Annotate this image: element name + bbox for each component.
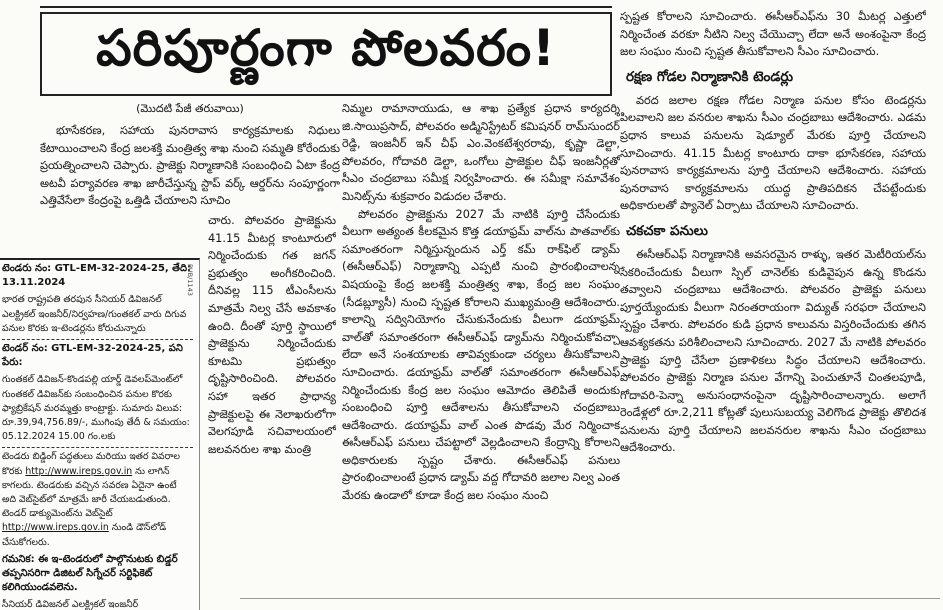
column-1 xyxy=(40,100,340,212)
col1b-paragraph: చారు. పోలవరం ప్రాజెక్టును 41.15 మీటర్ల కాంటూరులో నిర్మించేందుకు గత జగన్ ప్రభుత్వం అంగీకరించింది. దీనివల్ల 115 టీఎంసీలను మాత్రమే నిల్వ చేసే అవకాశం ఉంది. దీంతో పూర్తి స్థాయిలో ప్రాజెక్టును నిర్మించేందుకు కూటమి ప్రభుత్వం దృష్టిసారించింది. పోలవరం సహా ఇతర ప్రాధాన్య ప్రాజెక్టులపై ఈ నెలాఖరులోగా వెలగపూడి సచివాలయంలో జలవనరుల శాఖ మంత్రి xyxy=(208,214,336,456)
ad-divider xyxy=(2,339,193,340)
headline: పరిపూర్ణంగా పోలవరం! xyxy=(40,12,612,96)
col2-paragraph-2: పోలవరం ప్రాజెక్టును 2027 మే నాటికి పూర్తి చేసేందుకు వీలుగా అత్యంత కీలకమైన కొత్త డయాఫ్రమ్ వాల్‌ను పాతవాల్‌కు సమాంతరంగా నిర్మిస్తున్నందున ఎర్త్ కమ్ రాక్‌ఫిల్ డ్యామ్ (ఈసీఆర్‌ఎఫ్) నిర్మాణాన్ని ఎప్పటి నుంచి ప్రారంభించాలన్న విషయంపై కేంద్ర జలశక్తి మంత్రిత్వ శాఖ, కేంద్ర జల సంఘం (సీడబ్ల్యూసీ) నుంచి స్పష్టత కోరాలని ముఖ్యమంత్రి ఆదేశించారు. కాలాన్ని సద్వినియోగం చేసుకునేందుకు వీలుగా డయాఫ్రమ్ వాల్‌తో సమాంతరంగా ఈసీఆర్‌ఎఫ్ డ్యామ్‌ను నిర్మించుకోవచ్చా లేదా అనే సంశయాలకు తావివ్వకుండా చర్యలు తీసుకోవాలని సూచించారు. డయాఫ్రమ్ వాల్‌తో సమాంతరంగా ఈసీఆర్‌ఎఫ్ నిర్మించేందుకు కేంద్ర జల సంఘం ఆమోదం తెలిపితే అందుకు సంబంధించి పూర్తి ఆదేశాలను తీసుకోవాలని చంద్రబాబు ఆదేశించారు. డయాఫ్రమ్ వాల్ ఎంత పొడవు మేర నిర్మించాక ఈసీఆర్‌ఎఫ్ పనులు చేపట్టాలో వెల్లడించాలని కేంద్రాన్ని కోరాలని అధికారులకు స్పష్టం చేశారు. ఈసీఆర్‌ఎఫ్ పనులు ప్రారంభించాలంటే ప్రధాన డ్యామ్ వద్ద గోదావరి జలాల నిల్వ ఎంత మేరకు ఉండాలో కూడా కేంద్ర జల సంఘం నుంచి xyxy=(342,207,620,503)
ireps-link-2[interactable]: http://www.ireps.gov.in xyxy=(2,522,109,534)
ireps-link[interactable]: http://www.ireps.gov.in xyxy=(25,465,133,477)
ad-note: గమనిక: ఈ ఇ-టెండరులో పాల్గొనుటకు బిడ్డర్ తప్పనిసరిగా డిజిటల్ సిగ్నేచర్ సర్టిఫికెట్ కలిగియుండవలెను. xyxy=(2,553,178,594)
col2-paragraph-1: నిమ్మల రామానాయుడు, ఆ శాఖ ప్రత్యేక ప్రధాన కార్యదర్శి జి.సాయిప్రసాద్, పోలవరం అడ్మినిస్ట్రేటర్ కమిషనర్ రామ్‌సుందర్ రెడ్డి, ఇంజనీర్ ఇన్ చీఫ్ ఎం.వెంకటేశ్వరరావు, కృష్ణా డెల్టా, పోలవరం, గోదావరి డెల్టా, ఒంగోలు ప్రాజెక్టుల చీఫ్ ఇంజనీర్లతో సీఎం చంద్రబాబు సమీక్ష నిర్వహించారు. ఈ సమీక్షా సమావేశం మినిట్స్‌ను శుక్రవారం విడుదల చేశారు. xyxy=(342,102,620,203)
tender-number: టెండరు నం: GTL-EM-32-2024-25, తేది: 13.11.2024 xyxy=(2,263,192,289)
col1-paragraph: భూసేకరణ, సహాయ పునరావాస కార్యక్రమాలకు నిధులు కేటాయించాలని కేంద్ర జలశక్తి మంత్రిత్వ శాఖ నుంచి సమ్మతి కోరేందుకు ప్రయత్నించాలని చెప్పారు. ప్రాజెక్టు నిర్మాణానికి సంబంధించి ఏటా కేంద్ర అటవీ పర్యావరణ శాఖ జారీచేస్తున్న స్టాప్ వర్క్ ఆర్డర్‌ను సంపూర్ణంగా ఎత్తివేసేలా కేంద్రంపై ఒత్తిడి చేయాలని సూచిం xyxy=(40,124,340,208)
ad-body-1: భారత రాష్ట్రపతి తరపున సీనియర్ డివిజనల్ ఎలక్ట్రికల్ ఇంజనీర్/నిర్వహణ/గుంతకల్ వారు దిగువ పనుల కొరకు ఇ-టెండర్లను కోరుచున్నారు xyxy=(2,294,187,334)
ad-body-3: టెండరు బిడ్డింగ్ పద్ధతులు మరియు ఇతర వివరాల కొరకు http://www.ireps.gov.in ను లాగిన్ కాగలరు. టెండరుకు వచ్చిన సవరణ ఏదైనా ఉంటే అది వెబ్‌సైట్‌లో మాత్రమే జారీ చేయబడుతుంది. టెండర్ డాక్యుమెంట్‌ను వెబ్‌సైట్ http://www.ireps.gov.in నుండి డౌన్‌లోడ్ చేసుకోగలరు. xyxy=(2,451,180,548)
col3-paragraph-1: స్పష్టత కోరాలని సూచించారు. ఈసీఆర్‌ఎఫ్‌ను 30 మీటర్ల ఎత్తులో నిర్మించేంత వరకూ నీటిని నిల్వ చేయొచ్చా లేదా అనే అంశంపైనా కేంద్ర జల సంఘం నుంచి స్పష్టత తీసుకోవాలని సీఎం సూచించారు. xyxy=(620,10,926,59)
bottom-rule xyxy=(240,598,940,599)
ad-signature: సీనియర్ డివిజనల్ ఎలక్ట్రికల్ ఇంజనీర్ xyxy=(2,599,139,610)
top-rule xyxy=(40,6,612,8)
ad-body-2: గుంతకల్ డివిజన్-కొండపల్లి యార్డ్ డెవలప్‌మెంట్‌లో గుంతకల్ డివిజన్‌కు సంబంధించిన పనుల కొరకు ఫ్యాబ్రికేషన్ మరమ్మత్తు కాంట్రాక్టు. సుమారు విలువ: రూ.39,94,756.89/-, ముగింపు తేదీ & సమయం: 05.12.2024 15.00 గం.లకు xyxy=(2,374,190,443)
column-1-narrow xyxy=(208,212,336,610)
tender-advertisement xyxy=(0,258,200,610)
subheading-protection-walls: రక్షణ గోడల నిర్మాణానికి టెండర్లు xyxy=(626,68,794,85)
col3-paragraph-2: వరద జలాల రక్షణ గోడల నిర్మాణ పనుల కోసం టెండర్లను పిలవాలని జల వనరుల శాఖను సీఎం చంద్రబాబు ఆదేశించారు. ఎడమ ప్రధాన కాలువ పనులను షెడ్యూల్ మేరకు పూర్తి చేయాలని సూచించారు. 41.15 మీటర్ల కాంటూరు దాకా భూసేకరణ, సహాయ పునరావాస కార్యక్రమాలను పూర్తి చేయాలని ఆదేశించారు. సహాయ పునరావాస కార్యక్రమాలను యుద్ధ ప్రాతిపదికన చేపట్టేందుకు అధికారులతో ప్యానెల్ ఏర్పాటు చేయాలని సూచించారు. xyxy=(620,93,926,213)
column-2 xyxy=(342,100,620,610)
ad-side-code: PUB/1143 xyxy=(186,264,194,296)
subheading-fast-works: చకచకా పనులు xyxy=(626,222,708,239)
col3-paragraph-3: ఈసీఆర్‌ఎఫ్ నిర్మాణానికి అవసరమైన రాళ్ళు, ఇతర మెటీరియల్‌ను సేకరించేందుకు వీలుగా స్పిల్ చానెల్‌కు కుడివైపున ఉన్న కొండను తవ్వాలని చంద్రబాబు ఆదేశించారు. పోలవరం ప్రాజెక్టు పనులు పూర్తయ్యేందుకు వీలుగా నిరంతరాయంగా విద్యుత్ సరఫరా చేయాలని స్పష్టం చేశారు. పోలవరం కుడి ప్రధాన కాలువను విస్తరించేందుకు తగిన ఆవశ్యకతను పరిశీలించాలని సూచించారు. 2027 మే నాటికి పోలవరం ప్రాజెక్టు పూర్తి చేసేలా ప్రణాళికలు సిద్ధం చేయాలని ఆదేశించారు. పోలవరం ప్రాజెక్టు నిర్మాణ పనుల వేగాన్ని పెంచుతూనే చింతలపూడి, గోదావరి-పెన్నా అనుసంధానంపైనా దృష్టిసారించాలన్నారు. అలాగే రెండేళ్లలో రూ.2,211 కోట్లతో పులుసుబయ్య వెలిగొండ ప్రాజెక్టు తొలిదశ పనులను పూర్తి చేయాలని జలవనరుల శాఖను సీఎం చంద్రబాబు ఆదేశించారు. xyxy=(620,247,926,455)
continued-label: (మొదటి పేజీ తరువాయి) xyxy=(136,102,244,115)
ad-divider xyxy=(2,447,193,448)
tender-number-2: టెండర్ నం: GTL-EM-32-2024-25, పని పేరు: xyxy=(2,343,183,369)
column-3 xyxy=(620,8,926,610)
